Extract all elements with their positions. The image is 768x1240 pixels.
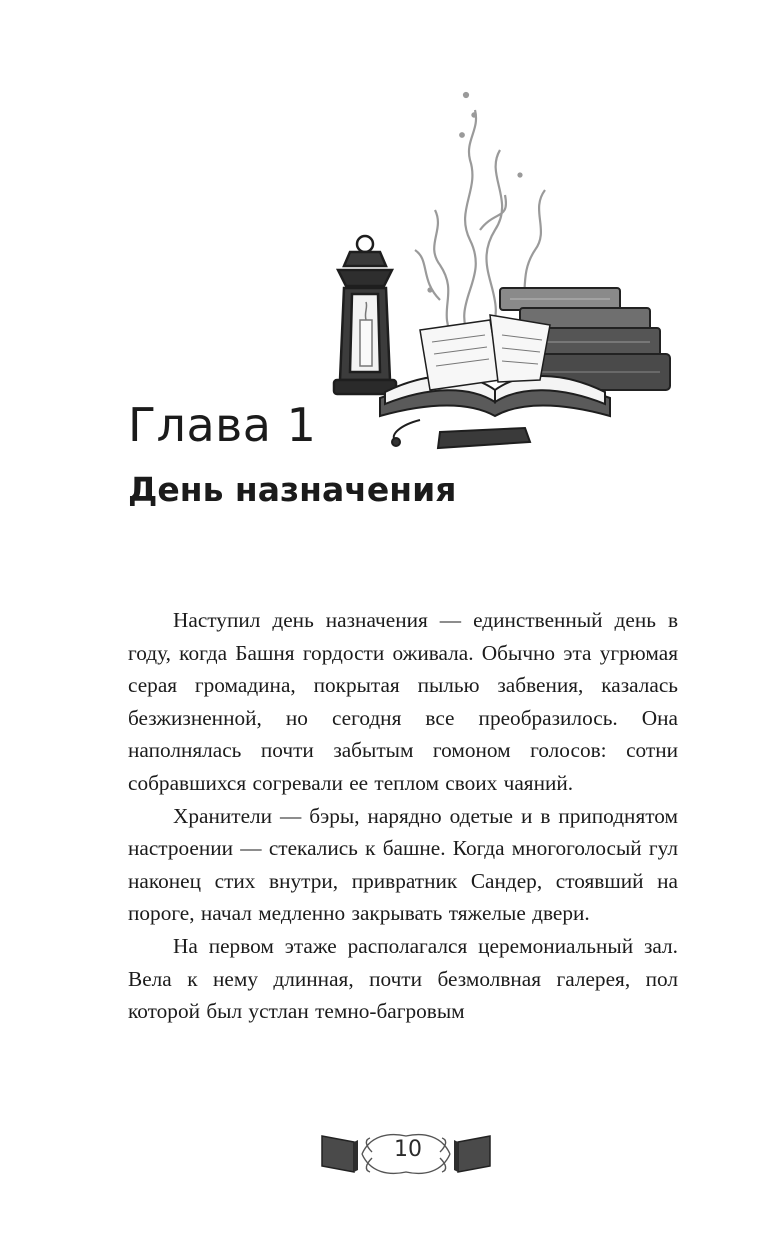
page-number: 10 <box>394 1137 422 1162</box>
chapter-title: Глава 1 <box>128 398 317 452</box>
book-left-icon <box>322 1136 358 1172</box>
book-right-icon <box>454 1136 490 1172</box>
chapter-subtitle: День назначения <box>128 470 457 509</box>
bookmark-tassel-icon <box>392 420 530 448</box>
chapter-illustration <box>320 80 680 460</box>
paragraph: Наступил день назначения — единственный день в году, когда Башня гордости оживала. Обычно эта угрюмая серая громадина, покрытая пылью забвения, казалась безжизненной, но сегодня все преобразилось. Она наполнялась почти забытым гомоном голосов: сотни собравшихся согревали ее теплом своих чаяний. <box>128 608 678 795</box>
lantern-icon <box>334 236 396 394</box>
chapter-body <box>128 604 678 1028</box>
paragraph: Хранители — бэры, нарядно одетые и в приподнятом настроении — стекались к башне. Когда многоголосый гул наконец стих внутри, привратник Сандер, стоявший на пороге, начал медленно закрывать тяжелые двери. <box>128 803 678 926</box>
paragraph: На первом этаже располагался церемониальный зал. Вела к нему длинная, почти безмолвная галерея, пол которой был устлан темно-багровым <box>128 933 678 1024</box>
